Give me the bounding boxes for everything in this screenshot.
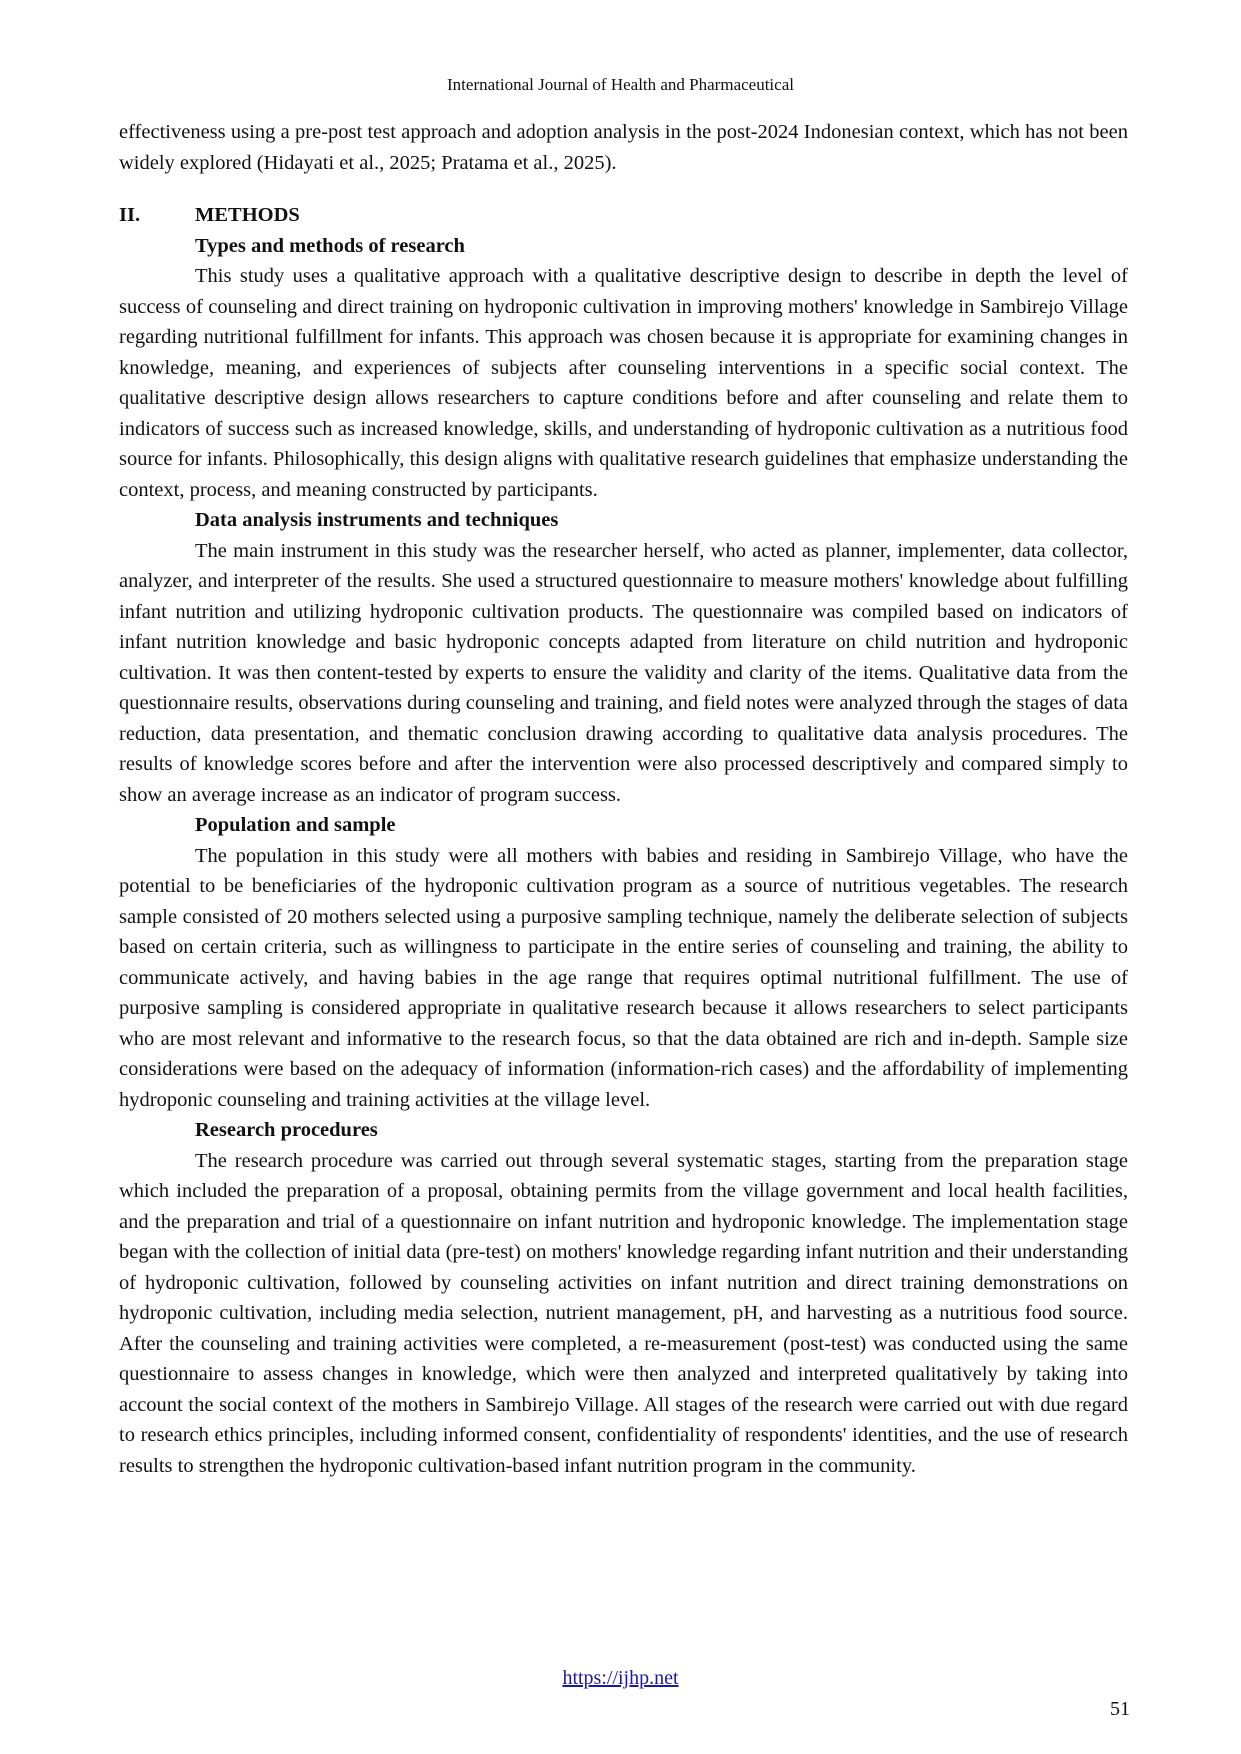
- journal-url-link[interactable]: https://ijhp.net: [562, 1667, 679, 1689]
- running-header: International Journal of Health and Pharmaceutical: [447, 75, 794, 94]
- section-heading: [119, 200, 1128, 231]
- article-body: [119, 117, 1128, 1481]
- subsection-body-instruments: The main instrument in this study was the researcher herself, who acted as planner, implementer, data collector, analyzer, and interpreter of the results. She used a structured questionnaire to measure mothers' knowledge about fulfilling infant nutrition and utilizing hydroponic cultivation products. The questionnaire was compiled based on indicators of infant nutrition knowledge and basic hydroponic concepts adapted from literature on child nutrition and hydroponic cultivation. It was then content-tested by experts to ensure the validity and clarity of the items. Qualitative data from the questionnaire results, observations during counseling and training, and field notes were analyzed through the stages of data reduction, data presentation, and thematic conclusion drawing according to qualitative data analysis procedures. The results of knowledge scores before and after the intervention were also processed descriptively and compared simply to show an average increase as an indicator of program success.: [119, 539, 1128, 806]
- intro-continuation-paragraph: effectiveness using a pre-post test approach and adoption analysis in the post-2024 Indonesian context, which has not been widely explored (Hidayati et al., 2025; Pratama et al., 2025).: [119, 121, 1128, 174]
- section-number: II.: [119, 204, 141, 226]
- subsection-heading-procedures: Research procedures: [195, 1119, 378, 1141]
- subsection-heading-types-methods: Types and methods of research: [195, 234, 465, 257]
- page-number: 51: [1110, 1698, 1130, 1720]
- footer: [0, 1666, 1241, 1690]
- subsection-body-types-methods: This study uses a qualitative approach with a qualitative descriptive design to describe in depth the level of success of counseling and direct training on hydroponic cultivation in improving mothers' knowledge in Sambirejo Village regarding nutritional fulfillment for infants. This approach was chosen because it is appropriate for examining changes in knowledge, meaning, and experiences of subjects after counseling interventions in a specific social context. The qualitative descriptive design allows researchers to capture conditions before and after counseling and relate them to indicators of success such as increased knowledge, skills, and understanding of hydroponic cultivation as a nutritious food source for infants. Philosophically, this design aligns with qualitative research guidelines that emphasize understanding the context, process, and meaning constructed by participants.: [119, 265, 1128, 501]
- section-title: METHODS: [195, 204, 300, 226]
- section-spacer: [119, 178, 1128, 200]
- subsection-heading-instruments: Data analysis instruments and techniques: [195, 509, 559, 531]
- subsection-body-population: The population in this study were all mothers with babies and residing in Sambirejo Village, who have the potential to be beneficiaries of the hydroponic cultivation program as a source of nutritious vegetables. The research sample consisted of 20 mothers selected using a purposive sampling technique, namely the deliberate selection of subjects based on certain criteria, such as willingness to participate in the entire series of counseling and training, the ability to communicate actively, and having babies in the age range that requires optimal nutritional fulfillment. The use of purposive sampling is considered appropriate in qualitative research because it allows researchers to select participants who are most relevant and informative to the research focus, so that the data obtained are rich and in-depth. Sample size considerations were based on the adequacy of information (information-rich cases) and the affordability of implementing hydroponic counseling and training activities at the village level.: [119, 844, 1128, 1111]
- subsection-body-procedures: The research procedure was carried out through several systematic stages, starting from the preparation stage which included the preparation of a proposal, obtaining permits from the village government and local health facilities, and the preparation and trial of a questionnaire on infant nutrition and hydroponic knowledge. The implementation stage began with the collection of initial data (pre-test) on mothers' knowledge regarding infant nutrition and their understanding of hydroponic cultivation, followed by counseling activities on infant nutrition and direct training demonstrations on hydroponic cultivation, including media selection, nutrient management, pH, and harvesting as a nutritious food source. After the counseling and training activities were completed, a re-measurement (post-test) was conducted using the same questionnaire to assess changes in knowledge, which were then analyzed and interpreted qualitatively by taking into account the social context of the mothers in Sambirejo Village. All stages of the research were carried out with due regard to research ethics principles, including informed consent, confidentiality of respondents' identities, and the use of research results to strengthen the hydroponic cultivation-based infant nutrition program in the community.: [119, 1149, 1128, 1477]
- subsection-heading-population: Population and sample: [195, 814, 396, 836]
